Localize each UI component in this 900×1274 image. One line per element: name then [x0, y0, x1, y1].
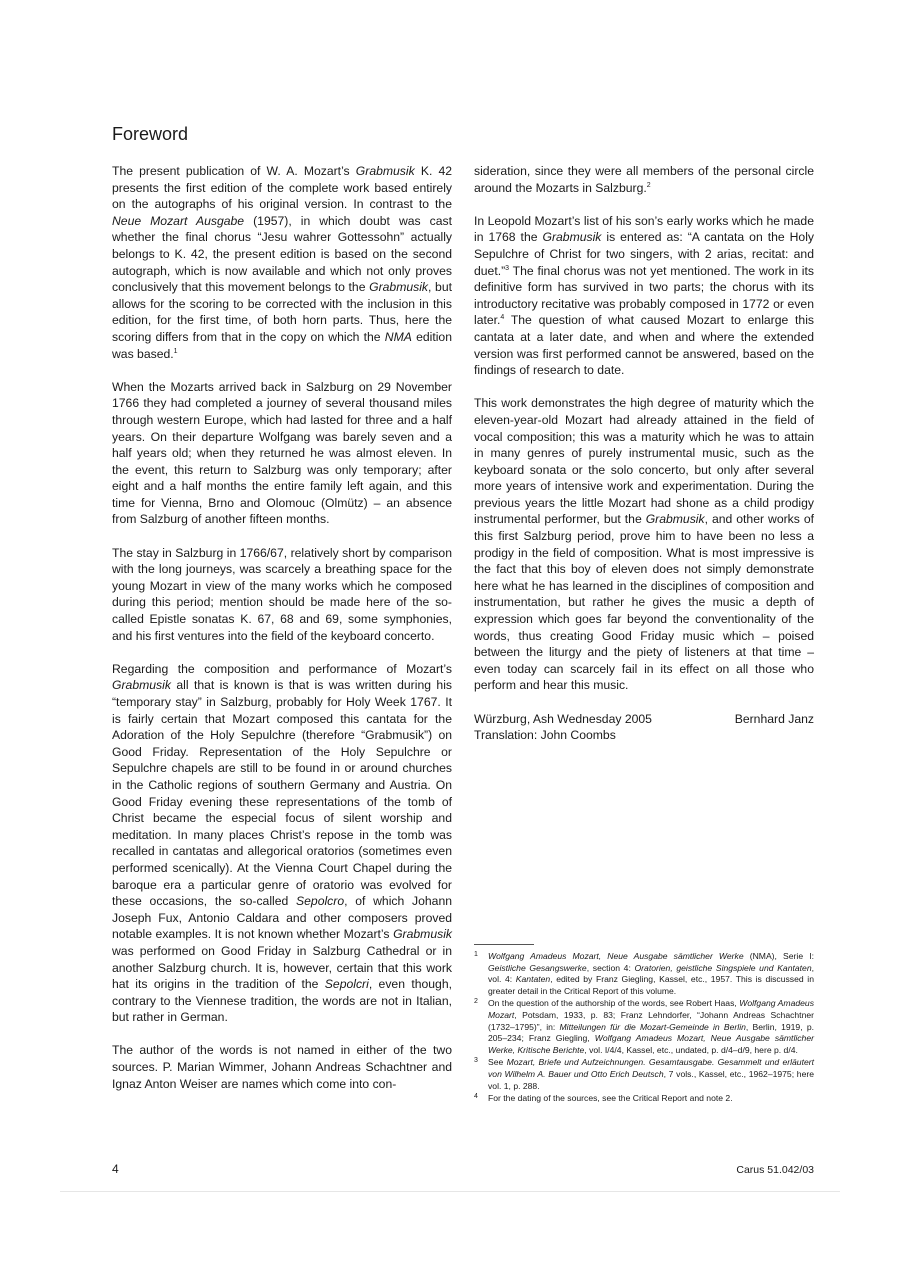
page-number: 4 — [112, 1162, 119, 1176]
footnote: 1 Wolfgang Amadeus Mozart, Neue Ausgabe sämtlicher Werke (NMA), Serie I: Geistliche Gesangswerke, section 4: Oratorien, geistliche Singspiele und Kantaten, vol. 4: Kantaten, edited by Franz Giegling, Kassel, etc., 1957. This is discussed in greater detail in the Critical Report of this volume. — [474, 951, 814, 996]
translator-credit: Translation: John Coombs — [474, 728, 616, 743]
author-name: Bernhard Janz — [734, 711, 814, 726]
footnotes — [474, 944, 814, 1106]
paragraph: Regarding the composition and performance of Mozart’s Grabmusik all that is known is that is was written during his “temporary stay” in Salzburg, probably for Holy Week 1767. It is fairly certain that Mozart composed this cantata for the Adoration of the Holy Sepulchre (therefore “Grabmusik”) on Good Friday. Representation of the Holy Sepulchre or Sepulchre chapels are still to be found in or around churches in the Catholic regions of southern Germany and Austria. On Good Friday evening these representations of the tomb of Christ became the especial focus of silent worship and meditation. In many places Christ’s repose in the tomb was recalled in cantatas and allegorical oratorios (sometimes even performed scenically). At the Vienna Court Chapel during the baroque era a particular genre of oratorio was evolved for these occasions, the so-called Sepolcro, of which Johann Joseph Fux, Antonio Caldara and other composers proved notable examples. It is not known whether Mozart’s Grabmusik was performed on Good Friday in Salzburg Cathedral or in another Salzburg church. It is, however, certain that this work hat its origins in the tradition of the Sepolcri, even though, contrary to the Viennese tradition, the words are not in Italian, but rather in German. — [112, 661, 453, 1025]
right-column — [474, 163, 814, 744]
paragraph: When the Mozarts arrived back in Salzburg on 29 November 1766 they had completed a journey of several thousand miles through western Europe, which had lasted for three and a half years. On their departure Wolfgang was barely seven and a half years old; when they returned he was almost eleven. In the event, this return to Salzburg was only temporary; after eight and a half months the entire family left again, and this time for Vienna, Brno and Olomouc (Olmütz) – an absence from Salzburg of another fifteen months. — [112, 379, 452, 527]
place-date: Würzburg, Ash Wednesday 2005 — [474, 711, 652, 726]
page-title: Foreword — [112, 124, 189, 144]
footnote: 4 For the dating of the sources, see the Critical Report and note 2. — [474, 1093, 733, 1104]
paragraph: This work demonstrates the high degree of maturity which the eleven-year-old Mozart had already attained in the field of vocal composition; this was a maturity which he was to attain in many genres of purely instrumental music, such as the keyboard sonata or the solo concerto, but only after several more years of intensive work and experimentation. During the previous years the little Mozart had shone as a child prodigy instrumental performer, but the Grabmusik, and other works of this first Salzburg period, prove him to have been no less a prodigy in the field of composition. What is most impressive is the fact that this boy of eleven does not simply demonstrate here what he has learned in the disciplines of composition and instrumentation, but rather he gives the music a depth of expression which goes far beyond the conventionality of the words, thus creating Good Friday music which – poised between the liturgy and the piety of listeners at that time – even today can scarcely fail in its effect on all those who perform and hear this music. — [474, 396, 814, 693]
page-bottom-divider — [60, 1191, 840, 1192]
catalog-number: Carus 51.042/03 — [736, 1164, 814, 1176]
signature-block — [474, 711, 814, 744]
footnote-ref: 2 — [646, 181, 651, 189]
footnote-ref: 4 — [500, 314, 505, 322]
paragraph: In Leopold Mozart’s list of his son’s early works which he made in 1768 the Grabmusik is entered as: “A cantata on the Holy Sepulchre of Christ for two singers, with 2 arias, recitat: and duet.”$^3$ The final chorus was not yet mentioned. The work in its definitive form has survived in two parts; the chorus with its introductory recitative was probably composed in 1772 or even later.$^4$ The question of what caused Mozart to enlarge this cantata at a later date, and when and where the extended version was first performed cannot be answered, based on the findings of research to date. — [474, 213, 815, 378]
paragraph: sideration, since they were all members of the personal circle around the Mozarts in Salzburg.$^2$ — [474, 164, 814, 195]
left-column — [112, 163, 452, 1109]
paragraph: The author of the words is not named in either of the two sources. P. Marian Wimmer, Johann Andreas Schachtner and Ignaz Anton Weiser are names which come into con- — [112, 1043, 452, 1091]
footnote: 3 See Mozart, Briefe und Aufzeichnungen. Gesamtausgabe. Gesammelt und erläutert von Wilhelm A. Bauer und Otto Erich Deutsch, 7 vols., Kassel, etc., 1962–1975; here vol. 1, p. 288. — [474, 1057, 815, 1091]
paragraph: The stay in Salzburg in 1766/67, relatively short by comparison with the long journeys, was scarcely a breathing space for the young Mozart in view of the many works which he composed during this period; mention should be made here of the so-called Epistle sonatas K. 67, 68 and 69, some symphonies, and his first ventures into the field of the keyboard concerto. — [112, 545, 452, 643]
footnote-ref: 1 — [173, 347, 178, 355]
footnote-divider — [474, 944, 534, 945]
footnote: 2 On the question of the authorship of the words, see Robert Haas, Wolfgang Amadeus Mozart, Potsdam, 1933, p. 83; Franz Lehndorfer, “Johann Andreas Schachtner (1732–1795)”, in: Mitteilungen für die Mozart-Gemeinde in Berlin, Berlin, 1919, p. 205–234; Franz Giegling, Wolfgang Amadeus Mozart, Neue Ausgabe sämtlicher Werke, Kritische Berichte, vol. I/4/4, Kassel, etc., undated, p. d/4–d/9, here p. d/4. — [474, 998, 814, 1055]
footnote-ref: 3 — [505, 264, 510, 272]
paragraph: The present publication of W. A. Mozart’s Grabmusik K. 42 presents the first edition of the complete work based entirely on the autographs of his original version. In contrast to the Neue Mozart Ausgabe (1957), in which doubt was cast whether the final chorus “Jesu wahrer Gottessohn” actually belongs to K. 42, the present edition is based on the second autograph, which is now available and which not only proves conclusively that this movement belongs to the Grabmusik, but allows for the scoring to be corrected with the inclusion in this edition, for the first time, of both horn parts. Thus, here the scoring differs from that in the copy on which the NMA edition was based.$^1$ — [112, 164, 453, 361]
